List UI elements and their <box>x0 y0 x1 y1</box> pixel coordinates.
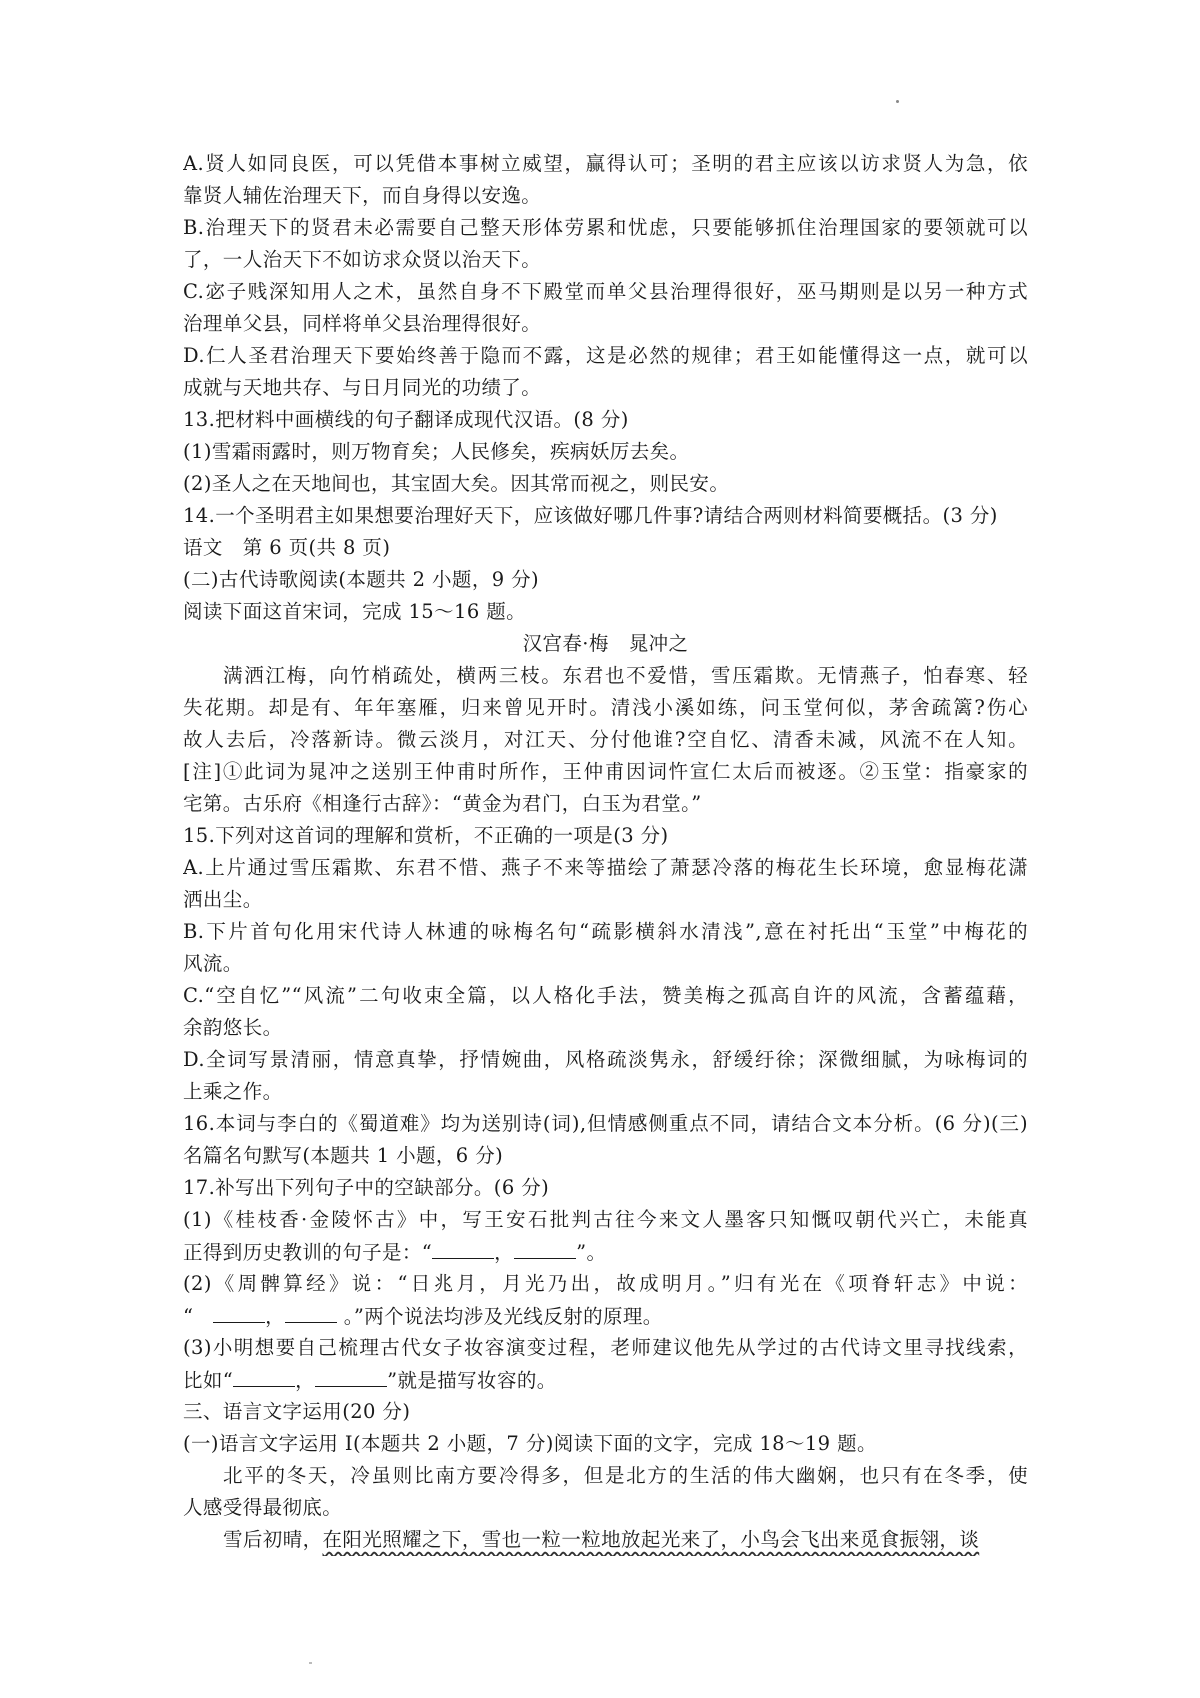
poem-note-line2: 宅第。古乐府《相逢行古辞》：“黄金为君门，白玉为君堂。” <box>183 792 702 815</box>
blank-comma: ， <box>265 1305 286 1328</box>
passage-line3-start: 雪后初晴， <box>223 1528 323 1551</box>
q17-part3-line1: (3)小明想要自己梳理古代女子妆容演变过程，老师建议他先从学过的古代诗文里寻找线索， <box>183 1336 1028 1359</box>
question-16: 16.本词与李白的《蜀道难》均为送别诗(词),但情感侧重点不同，请结合文本分析。(6 分)(三) <box>183 1112 1028 1135</box>
wavy-underlined-text: 在阳光照耀之下，雪也一粒一粒地放起光来了，小鸟会飞出来觅食振翎，谈 <box>322 1528 980 1551</box>
q15-option-b-line1: B.下片首句化用宋代诗人林逋的咏梅名句“疏影横斜水清浅”,意在衬托出“玉堂”中梅花的 <box>183 920 1028 943</box>
answer-blank[interactable] <box>285 1300 337 1323</box>
question-15: 15.下列对这首词的理解和赏析，不正确的一项是(3 分) <box>183 824 669 847</box>
section-dictation-heading: 名篇名句默写(本题共 1 小题，6 分) <box>183 1144 504 1167</box>
q17-part3-suffix: ”就是描写妆容的。 <box>387 1369 557 1392</box>
poetry-instruction: 阅读下面这首宋词，完成 15～16 题。 <box>183 600 527 623</box>
poem-line2: 失花期。却是有、年年塞雁，归来曾见开时。清浅小溪如练，问玉堂何似，茅舍疏篱?伤心 <box>183 696 1028 719</box>
q17-part2-suffix: 。”两个说法均涉及光线反射的原理。 <box>343 1305 663 1328</box>
q17-part1-prefix: 正得到历史教训的句子是：“ <box>183 1241 433 1264</box>
poem-line3: 故人去后，冷落新诗。微云淡月，对江天、分付他谁?空自忆、清香未减，风流不在人知。 <box>183 728 1028 751</box>
option-b-line2: 了，一人治天下不如访求众贤以治天下。 <box>183 248 542 271</box>
q15-option-d-line2: 上乘之作。 <box>183 1080 283 1103</box>
answer-blank[interactable] <box>315 1364 387 1387</box>
q15-option-a-line2: 洒出尘。 <box>183 888 263 911</box>
answer-blank[interactable] <box>213 1300 265 1323</box>
q17-part1-suffix: ”。 <box>576 1241 607 1264</box>
q17-part2-prefix: “ <box>183 1305 194 1328</box>
question-17: 17.补写出下列句子中的空缺部分。(6 分) <box>183 1176 550 1199</box>
passage-line2: 人感受得最彻底。 <box>183 1496 343 1519</box>
exam-page <box>183 148 1028 1556</box>
q17-part2-line2 <box>183 1300 1028 1332</box>
question-13-part2: (2)圣人之在天地间也，其宝固大矣。因其常而视之，则民安。 <box>183 472 730 495</box>
option-a-line2: 靠贤人辅佐治理天下，而自身得以安逸。 <box>183 184 542 207</box>
scan-speck <box>309 1662 312 1664</box>
answer-blank[interactable] <box>233 1364 295 1387</box>
option-d-line2: 成就与天地共存、与日月同光的功绩了。 <box>183 376 542 399</box>
blank-comma: ， <box>295 1369 316 1392</box>
poem-note-line1: [注]①此词为晁冲之送别王仲甫时所作，王仲甫因词忤宣仁太后而被逐。②玉堂：指豪家的 <box>183 760 1028 783</box>
q15-option-b-line2: 风流。 <box>183 952 243 975</box>
option-a-line1: A.贤人如同良医，可以凭借本事树立威望，赢得认可；圣明的君主应该以访求贤人为急，依 <box>183 152 1028 175</box>
q17-part1-line2 <box>183 1236 1028 1268</box>
q17-part1-line1: (1)《桂枝香·金陵怀古》中，写王安石批判古往今来文人墨客只知慨叹朝代兴亡，未能真 <box>183 1208 1028 1231</box>
passage-line3 <box>183 1524 1028 1556</box>
q15-option-c-line2: 余韵悠长。 <box>183 1016 283 1039</box>
blank-comma: ， <box>494 1241 515 1264</box>
answer-blank[interactable] <box>432 1236 494 1259</box>
scan-speck <box>896 100 899 103</box>
option-b-line1: B.治理天下的贤君未必需要自己整天形体劳累和忧虑，只要能够抓住治理国家的要领就可以 <box>183 216 1028 239</box>
question-13: 13.把材料中画横线的句子翻译成现代汉语。(8 分) <box>183 408 629 431</box>
q15-option-a-line1: A.上片通过雪压霜欺、东君不惜、燕子不来等描绘了萧瑟冷落的梅花生长环境，愈显梅花潇 <box>183 856 1028 879</box>
option-c-line1: C.宓子贱深知用人之术，虽然自身不下殿堂而单父县治理得很好，巫马期则是以另一种方式 <box>183 280 1028 303</box>
poem-line1: 满洒江梅，向竹梢疏处，横两三枝。东君也不爱惜，雪压霜欺。无情燕子，怕春寒、轻 <box>223 664 1028 687</box>
question-14: 14.一个圣明君主如果想要治理好天下，应该做好哪几件事?请结合两则材料简要概括。(3 分) <box>183 504 998 527</box>
q17-part3-prefix: 比如“ <box>183 1369 234 1392</box>
q17-part2-line1: (2)《周髀算经》说：“日兆月，月光乃出，故成明月。”归有光在《项脊轩志》中说： <box>183 1272 1028 1295</box>
q15-option-c-line1: C.“空自忆”“风流”二句收束全篇，以人格化手法，赞美梅之孤高自许的风流，含蓄蕴藉， <box>183 984 1028 1007</box>
language-instruction: (一)语言文字运用 I(本题共 2 小题，7 分)阅读下面的文字，完成 18～19 题。 <box>183 1432 877 1455</box>
passage-line1: 北平的冬天，冷虽则比南方要冷得多，但是北方的生活的伟大幽娴，也只有在冬季，使 <box>223 1464 1028 1487</box>
option-d-line1: D.仁人圣君治理天下要始终善于隐而不露，这是必然的规律；君王如能懂得这一点，就可以 <box>183 344 1028 367</box>
q17-part3-line2 <box>183 1364 1028 1396</box>
answer-blank[interactable] <box>514 1236 576 1259</box>
q15-option-d-line1: D.全词写景清丽，情意真挚，抒情婉曲，风格疏淡隽永，舒缓纡徐；深微细腻，为咏梅词的 <box>183 1048 1028 1071</box>
option-c-line2: 治理单父县，同样将单父县治理得很好。 <box>183 312 542 335</box>
section-language-heading: 三、语言文字运用(20 分) <box>183 1400 411 1423</box>
poem-title: 汉宫春·梅 晁冲之 <box>522 632 689 655</box>
page-footer: 语文 第 6 页(共 8 页) <box>183 536 391 559</box>
section-poetry-heading: (二)古代诗歌阅读(本题共 2 小题，9 分) <box>183 568 540 591</box>
question-13-part1: (1)雪霜雨露时，则万物育矣；人民修矣，疾病妖厉去矣。 <box>183 440 690 463</box>
